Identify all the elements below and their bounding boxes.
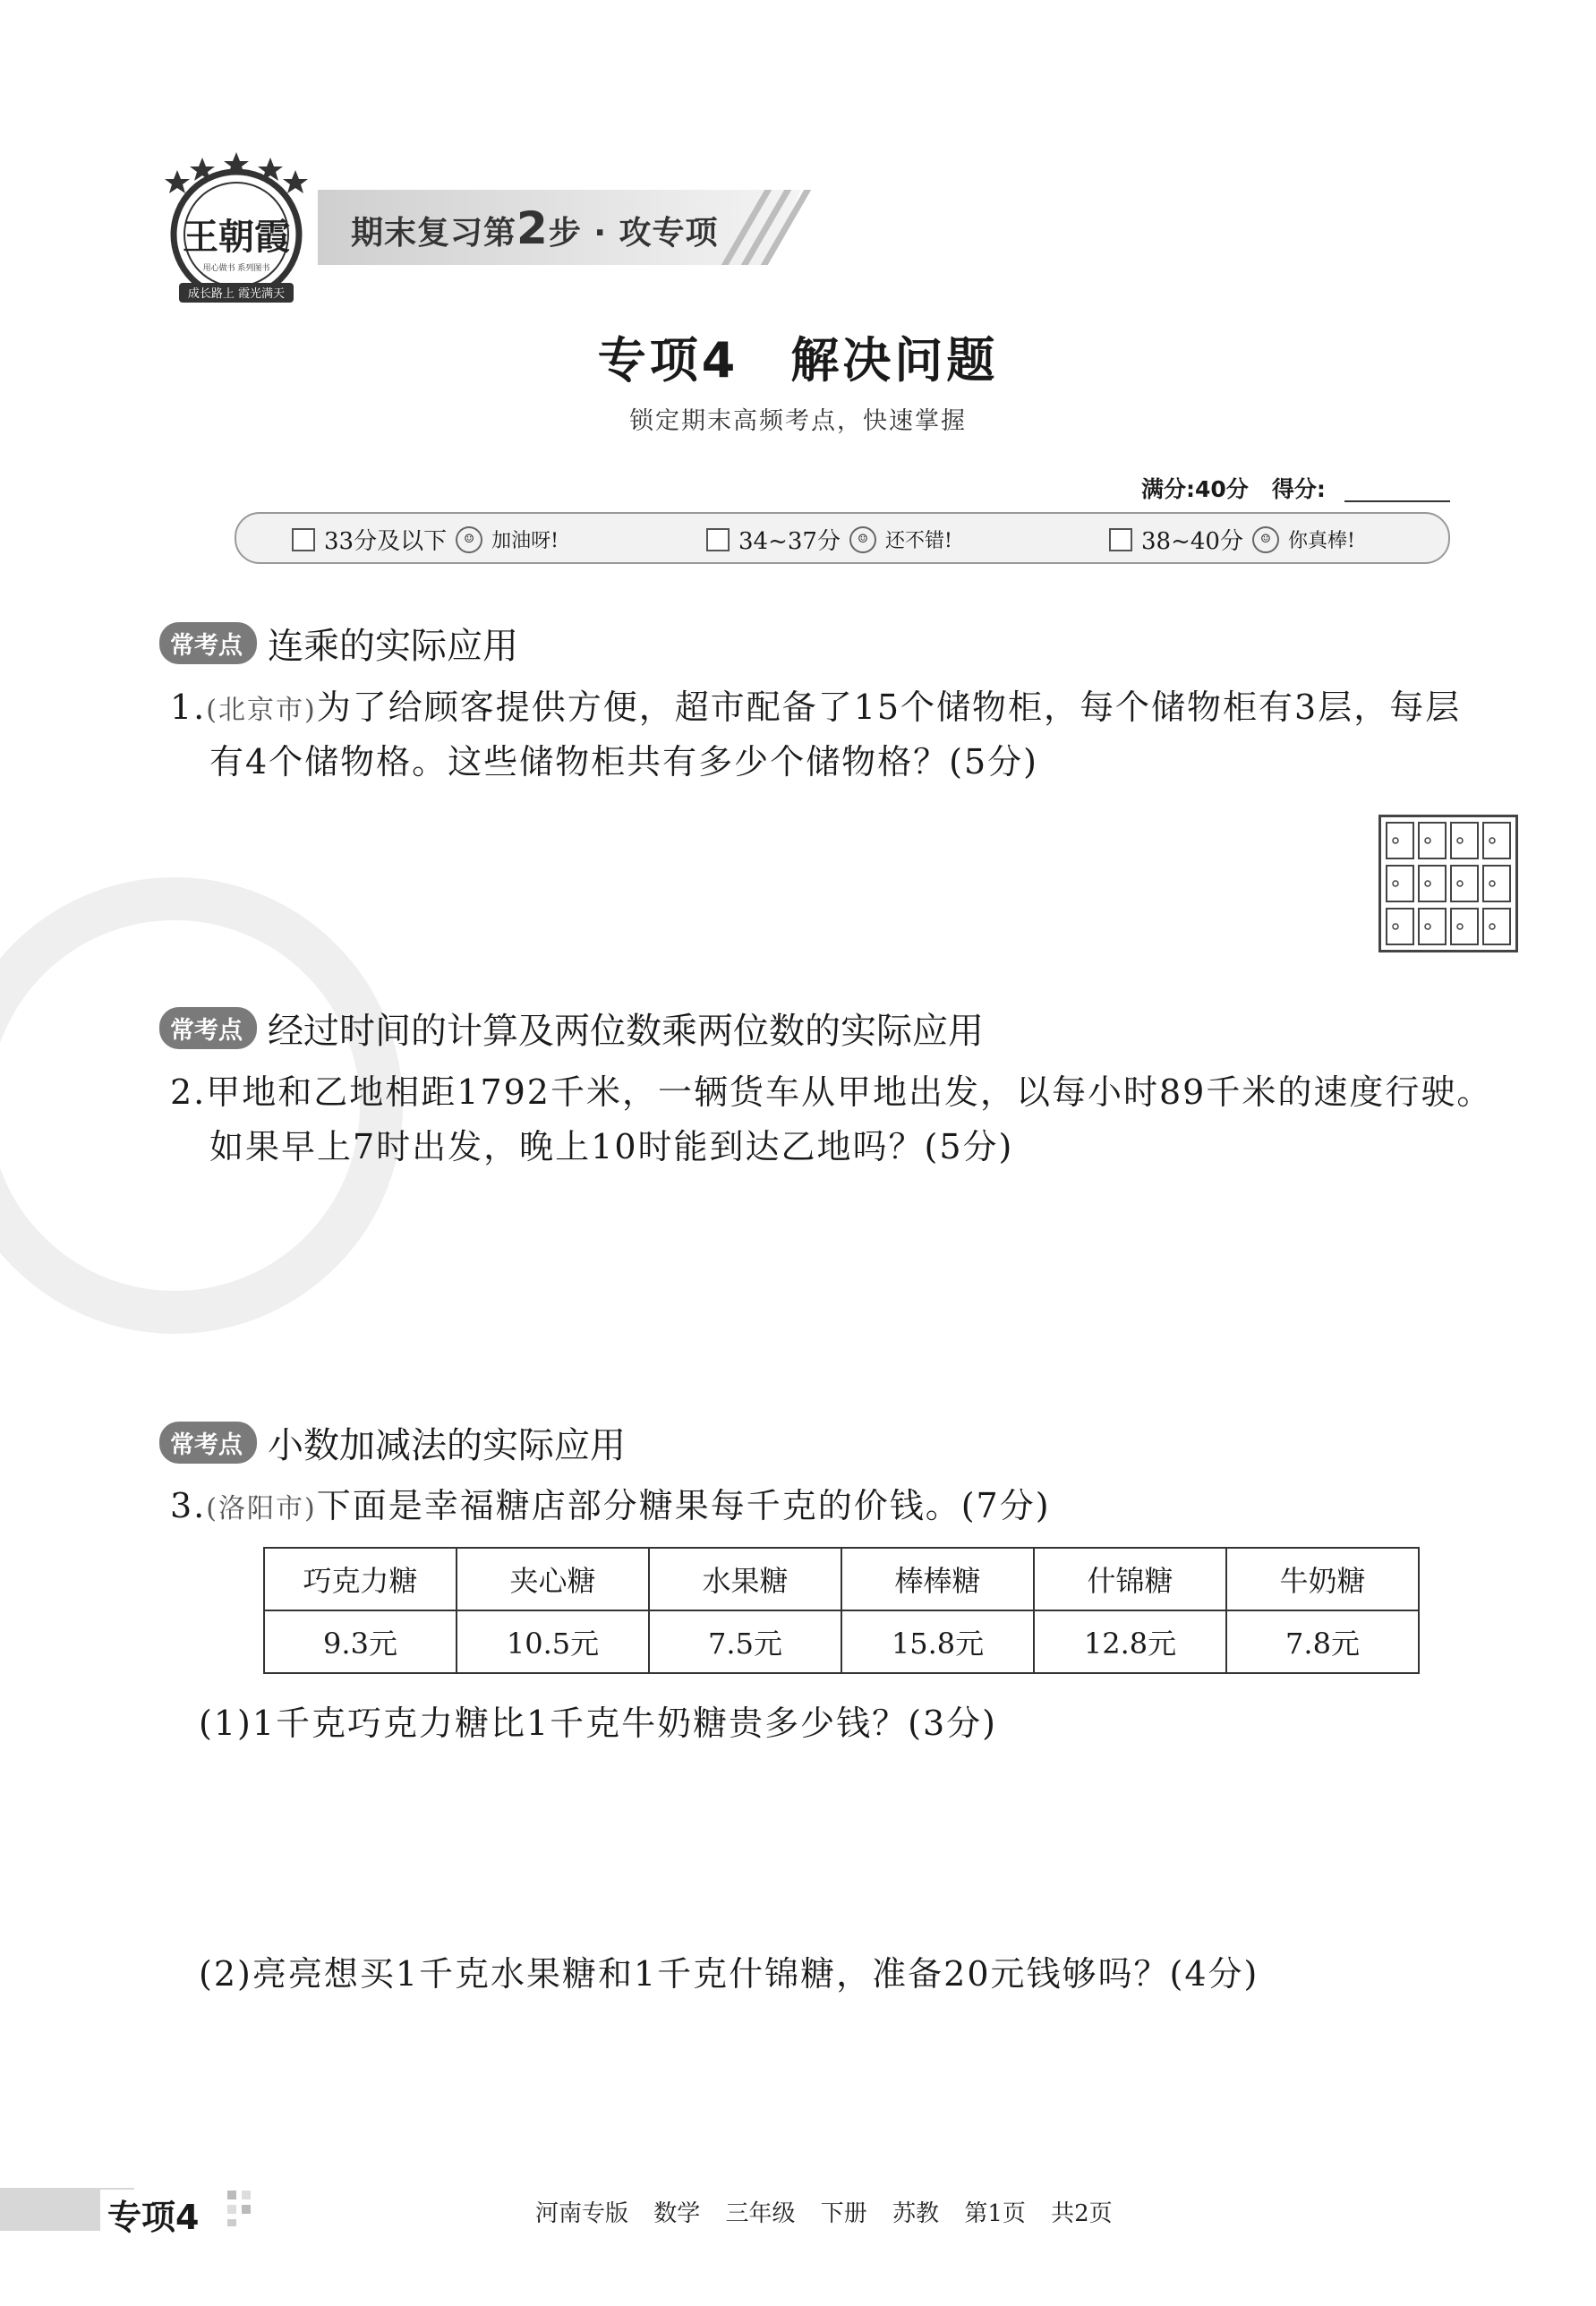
logo-ribbon: 成长路上 霞光满天 — [187, 287, 286, 301]
full-score-label: 满分:40分 — [1141, 476, 1249, 502]
table-cell: 什锦糖 — [1034, 1548, 1226, 1610]
grade-range: 33分及以下 — [324, 528, 448, 555]
checkbox-icon[interactable] — [292, 528, 315, 551]
section-title: 经过时间的计算及两位数乘两位数的实际应用 — [268, 1011, 984, 1052]
table-cell: 9.3元 — [264, 1610, 457, 1673]
section-heading — [159, 1003, 984, 1054]
locker-illustration — [1378, 815, 1518, 952]
grade-range: 34~37分 — [738, 528, 841, 555]
subquestion-2: (2)亮亮想买1千克水果糖和1千克什锦糖，准备20元钱够吗？(4分) — [199, 1954, 1259, 1994]
footer-label: 专项4 — [100, 2190, 206, 2239]
grade-comment: 还不错! — [884, 530, 952, 552]
logo-name: 王朝霞 — [183, 216, 290, 258]
section-heading — [159, 1417, 626, 1468]
table-cell: 12.8元 — [1034, 1610, 1226, 1673]
smiley-face-icon: ☺ — [456, 526, 482, 553]
table-cell: 7.8元 — [1226, 1610, 1419, 1673]
key-point-tag: 常考点 — [159, 622, 257, 664]
grading-bar — [235, 512, 1450, 564]
score-label: 得分: — [1271, 476, 1326, 502]
question-text: 为了给顾客提供方便，超市配备了15个储物柜，每个储物柜有3层，每层 — [316, 688, 1462, 727]
brand-logo-seal — [159, 152, 313, 306]
banner-text — [351, 202, 719, 254]
grade-comment: 你真棒! — [1287, 530, 1355, 552]
footer-info: 河南专版 数学 三年级 下册 苏教 第1页 共2页 — [535, 2200, 1113, 2227]
table-cell: 牛奶糖 — [1226, 1548, 1419, 1610]
question-3 — [170, 1479, 1051, 1533]
banner-suffix: 步 · 攻专项 — [548, 215, 719, 252]
key-point-tag: 常考点 — [159, 1422, 257, 1464]
key-point-tag: 常考点 — [159, 1007, 257, 1049]
question-text: 甲地和乙地相距1792千米，一辆货车从甲地出发，以每小时89千米的速度行驶。 — [206, 1072, 1493, 1112]
table-row — [264, 1610, 1419, 1673]
table-row — [264, 1548, 1419, 1610]
table-cell: 巧克力糖 — [264, 1548, 457, 1610]
question-number: 1. — [170, 688, 207, 727]
score-line — [1141, 472, 1326, 504]
question-source: (洛阳市) — [206, 1493, 317, 1525]
section-title: 小数加减法的实际应用 — [268, 1425, 626, 1466]
banner-prefix: 期末复习第 — [351, 215, 517, 252]
question-2 — [170, 1065, 1492, 1174]
banner-step-number: 2 — [516, 202, 549, 254]
section-title: 连乘的实际应用 — [268, 626, 518, 667]
table-cell: 7.5元 — [649, 1610, 841, 1673]
checkbox-icon[interactable] — [706, 528, 730, 551]
grade-range: 38~40分 — [1141, 528, 1243, 555]
section-heading — [159, 618, 518, 669]
page-subtitle: 锁定期末高频考点，快速掌握 — [629, 407, 967, 435]
question-1 — [170, 680, 1461, 790]
table-cell: 夹心糖 — [457, 1548, 649, 1610]
smiley-face-icon: ☺ — [1252, 526, 1279, 553]
grade-comment: 加油呀! — [491, 530, 559, 552]
smiley-face-icon: ☺ — [849, 526, 876, 553]
question-text: 如果早上7时出发，晚上10时能到达乙地吗？(5分) — [209, 1126, 1014, 1166]
footer-squares-icon — [227, 2191, 263, 2226]
question-number: 2. — [170, 1072, 207, 1112]
table-cell: 15.8元 — [841, 1610, 1034, 1673]
svg-text:用心做书 系列图书: 用心做书 系列图书 — [202, 264, 270, 273]
table-cell: 水果糖 — [649, 1548, 841, 1610]
grade-option-high — [1109, 523, 1355, 556]
score-blank[interactable] — [1344, 500, 1450, 502]
question-text: 有4个储物格。这些储物柜共有多少个储物格？(5分) — [209, 741, 1039, 781]
question-text: 下面是幸福糖店部分糖果每千克的价钱。(7分) — [316, 1486, 1051, 1525]
page-title: 专项4 解决问题 — [597, 332, 999, 389]
grade-option-low — [292, 523, 559, 556]
grade-option-mid — [706, 523, 952, 556]
table-cell: 10.5元 — [457, 1610, 649, 1673]
question-number: 3. — [170, 1486, 207, 1525]
table-cell: 棒棒糖 — [841, 1548, 1034, 1610]
candy-price-table — [263, 1547, 1420, 1674]
subquestion-1: (1)1千克巧克力糖比1千克牛奶糖贵多少钱？(3分) — [199, 1704, 998, 1743]
question-source: (北京市) — [206, 695, 317, 726]
checkbox-icon[interactable] — [1109, 528, 1132, 551]
